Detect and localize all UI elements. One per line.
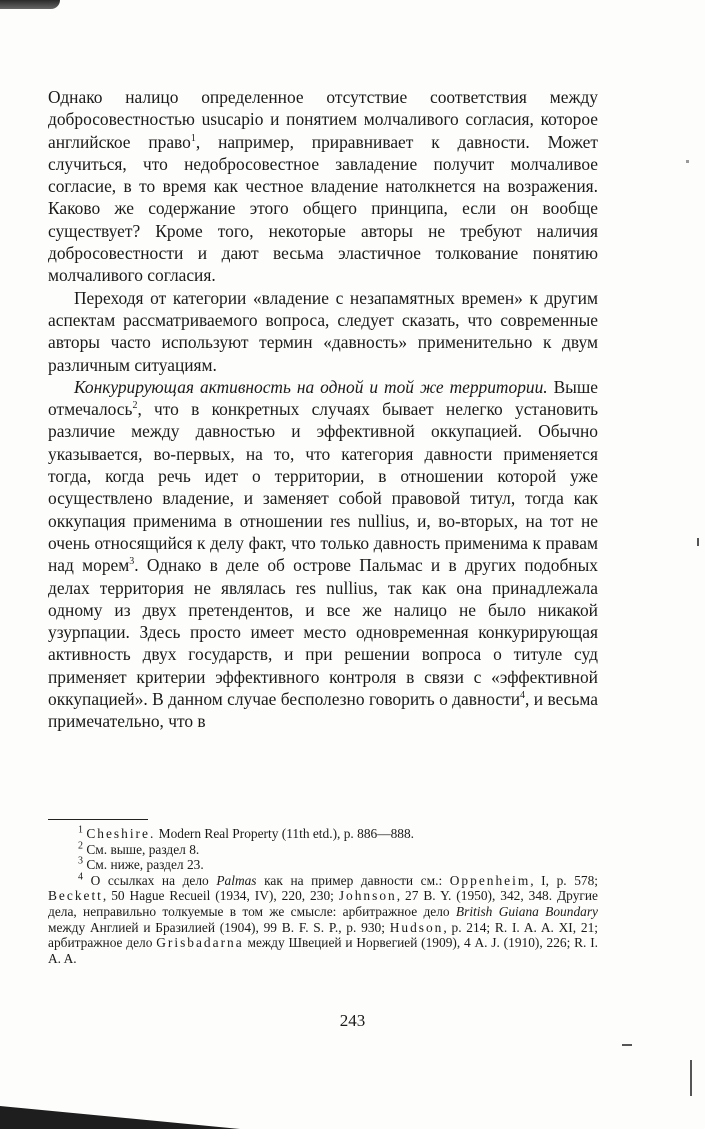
scan-edge-bottom <box>0 1100 250 1129</box>
scan-edge-top <box>0 0 60 9</box>
footnote-4: $^4$ О ссылках на дело Palmas как на пример давности см.: Oppenheim, I, p. 578; Beckett, 50 Hague Recueil (1934, IV), 220, 230; Johnson, 27 B. Y. (1950), 342, 348. Другие дела, неправильно толкуемые в том же смысле: арбитражное дело British Guiana Boundary между Англией и Бразилией (1904), 99 B. F. S. P., p. 930; Hudson, p. 214; R. I. A. A. XI, 21; арбитражное дело Grisbadarna между Швецией и Норвегией (1909), 4 A. J. (1910), 226; R. I. A. A. <box>48 871 599 966</box>
paragraph-3: Конкурирующая активность на одной и той же территории. Выше отмечалось$^2$, что в конкретных случаях бывает нелегко установить различие между давностью и эффективной оккупацией. Обычно указывается, во-первых, на то, что категория давности применяется тогда, когда речь идет о территории, в отношении которой уже осуществлено владение, и заменяет собой правовой титул, тогда как оккупация применима в отношении res nullius, и, во-вторых, на тот не очень относящийся к делу факт, что только давность применима к правам над морем$^3$. Однако в деле об острове Пальмас и в других подобных делах территория не являлась res nullius, так как она принадлежала одному из двух претендентов, и все же налицо не было никакой узурпации. Здесь просто имеет место одновременная конкурирующая активность двух государств, и при решении вопроса о титуле суд применяет критерии эффективного контроля в связи с «эффективной оккупацией». В данном случае бесполезно говорить о давности$^4$, и весьма примечательно, что в <box>48 376 598 732</box>
scan-speck <box>690 1060 692 1096</box>
page-number: 243 <box>339 1011 366 1030</box>
footnotes <box>48 826 598 966</box>
scan-speck <box>686 160 689 163</box>
footnote-rule <box>48 819 148 820</box>
section-heading: Конкурирующая активность на одной и той же территории. <box>74 376 548 397</box>
paragraph-1: Однако налицо определенное отсутствие соответствия между добросовестностью usucapio и понятием молчаливого согласия, которое английское право$^1$, например, приравнивает к давности. Может случиться, что недобросовестное завладение получит молчаливое согласие, в то время как честное владение натолкнется на возражения. Каково же содержание этого общего принципа, если он вообще существует? Кроме того, некоторые авторы не требуют наличия добросовестности и дают весьма эластичное толкование понятию молчаливого согласия. <box>48 87 598 286</box>
footnote-3: $^3$ См. ниже, раздел 23. <box>78 855 204 873</box>
footnote-ref-3: 3 <box>129 556 135 568</box>
paragraph-2: Переходя от категории «владение с незапамятных времен» к другим аспектам рассматриваемого вопроса, следует сказать, что современные авторы часто используют термин «давность» применительно к двум различным ситуациям. <box>48 287 598 375</box>
scan-speck <box>697 538 699 546</box>
main-text <box>48 86 598 733</box>
footnote-2: $^2$ См. выше, раздел 8. <box>78 840 200 857</box>
footnote-ref-4: 4 <box>520 690 526 702</box>
footnote-ref-1: 1 <box>190 132 196 144</box>
scan-speck <box>622 1044 632 1046</box>
footnote-1: $^1$ Cheshire. Modern Real Property (11th etd.), p. 886—888. <box>78 824 415 841</box>
footnote-ref-2: 2 <box>132 400 138 412</box>
